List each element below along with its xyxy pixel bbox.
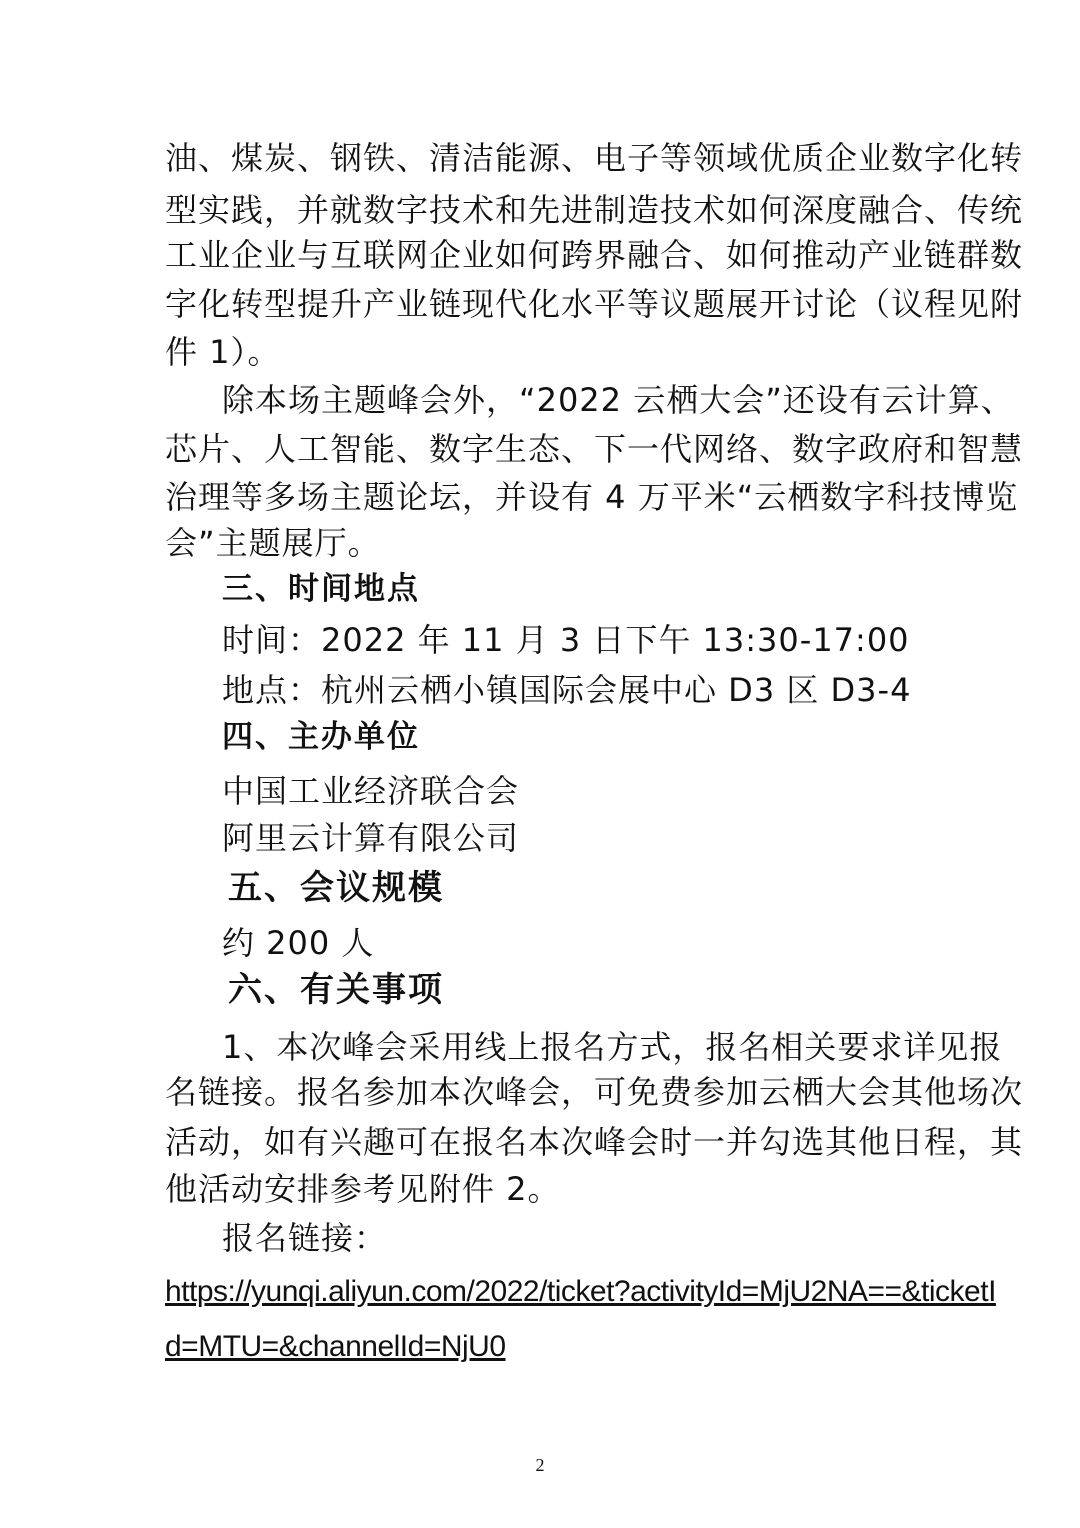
body-text-line: 油、煤炭、钢铁、清洁能源、电子等领域优质企业数字化转 (165, 139, 1024, 177)
event-place: 地点：杭州云栖小镇国际会展中心 D3 区 D3-4 (222, 671, 912, 709)
body-text-line: 会”主题展厅。 (165, 524, 381, 562)
body-text-line: 型实践，并就数字技术和先进制造技术如何深度融合、传统 (165, 191, 1024, 229)
body-text-line: 字化转型提升产业链现代化水平等议题展开讨论（议程见附 (165, 285, 1024, 323)
body-text-line: 他活动安排参考见附件 2。 (165, 1170, 561, 1208)
body-text-line: 治理等多场主题论坛，并设有 4 万平米“云栖数字科技博览 (165, 478, 1019, 516)
body-text-line: 1、本次峰会采用线上报名方式，报名相关要求详见报 (222, 1028, 1003, 1066)
body-text-line: 活动，如有兴趣可在报名本次峰会时一并勾选其他日程，其 (165, 1123, 1024, 1161)
registration-link-label: 报名链接： (222, 1219, 388, 1257)
page-number: 2 (535, 1455, 545, 1475)
body-text-line: 除本场主题峰会外，“2022 云栖大会”还设有云计算、 (222, 381, 1014, 419)
section-heading-organizers: 四、主办单位 (222, 719, 420, 755)
organizer-1: 中国工业经济联合会 (222, 772, 520, 810)
body-text-line: 名链接。报名参加本次峰会，可免费参加云栖大会其他场次 (165, 1073, 1024, 1111)
body-text-line: 芯片、人工智能、数字生态、下一代网络、数字政府和智慧 (165, 430, 1024, 468)
body-text-line: 工业企业与互联网企业如何跨界融合、如何推动产业链群数 (165, 236, 1024, 274)
event-time: 时间：2022 年 11 月 3 日下午 13:30-17:00 (222, 621, 910, 659)
section-heading-scale: 五、会议规模 (228, 868, 444, 908)
section-heading-matters: 六、有关事项 (228, 970, 444, 1010)
organizer-2: 阿里云计算有限公司 (222, 819, 520, 857)
meeting-scale: 约 200 人 (222, 924, 375, 962)
registration-link[interactable]: https://yunqi.aliyun.com/2022/ticket?activityId=MjU2NA==&ticketI (165, 1275, 996, 1308)
section-heading-time-place: 三、时间地点 (222, 571, 420, 607)
body-text-line: 件 1）。 (165, 333, 281, 371)
registration-link[interactable]: d=MTU=&channelId=NjU0 (165, 1330, 506, 1363)
